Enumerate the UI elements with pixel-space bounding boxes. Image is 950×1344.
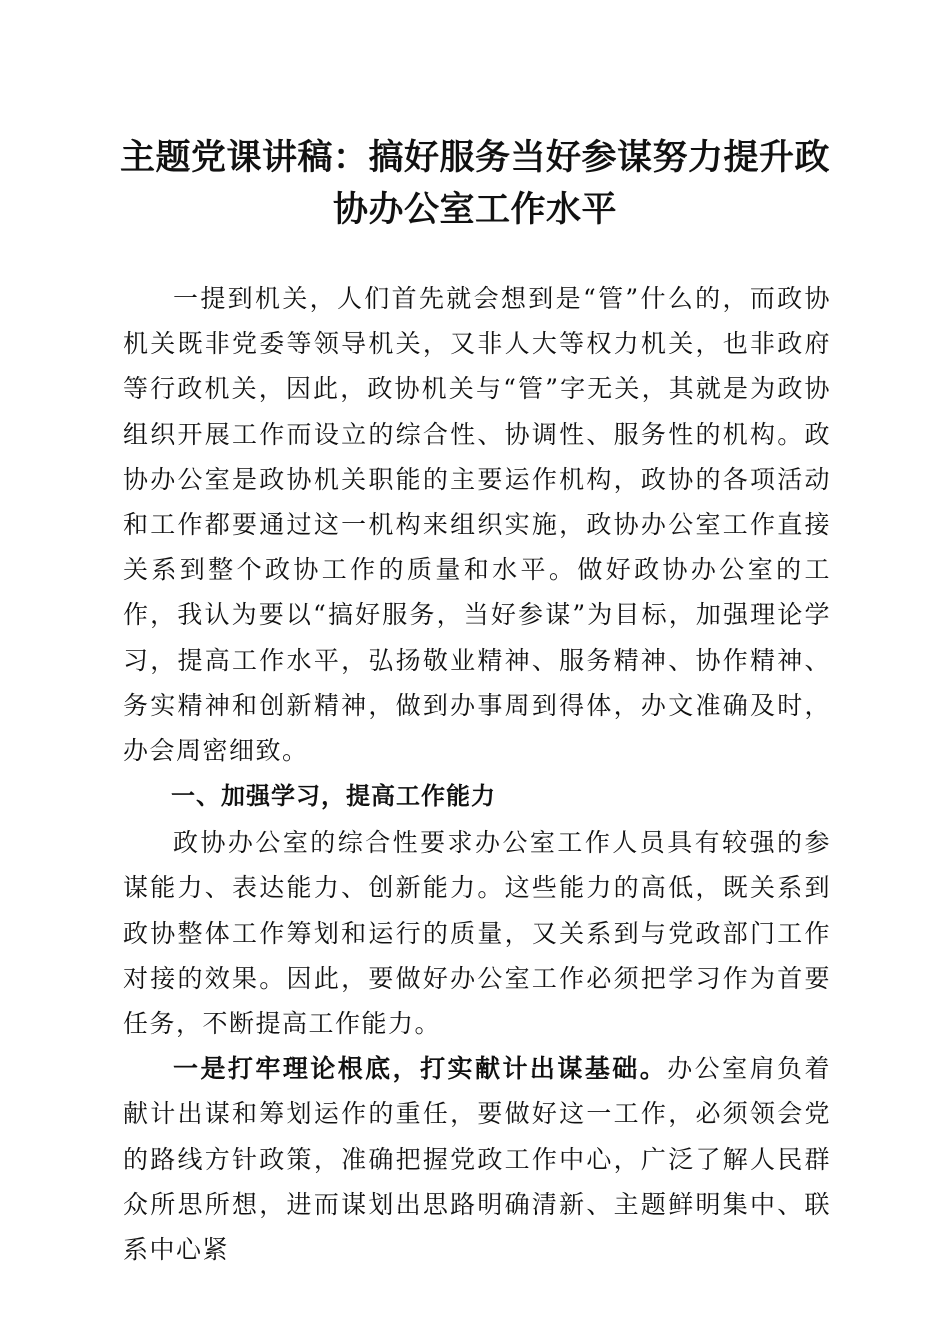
- section1-paragraph-1: 政协办公室的综合性要求办公室工作人员具有较强的参谋能力、表达能力、创新能力。这些能力的高低，既关系到政协整体工作筹划和运行的质量，又关系到与党政部门工作对接的效果。因此，要做好办公室工作必须把学习作为首要任务，不断提高工作能力。: [123, 828, 831, 1039]
- section-heading-1: 一、加强学习，提高工作能力: [171, 782, 496, 811]
- paragraph-lead-sentence: 一是打牢理论根底，打实献计出谋基础。: [173, 1054, 668, 1084]
- intro-paragraph: 一提到机关，人们首先就会想到是“管”什么的，而政协机关既非党委等领导机关，又非人大等权力机关，也非政府等行政机关，因此，政协机关与“管”字无关，其就是为政协组织开展工作而设立的综合性、协调性、服务性的机构。政协办公室是政协机关职能的主要运作机构，政协的各项活动和工作都要通过这一机构来组织实施，政协办公室工作直接关系到整个政协工作的质量和水平。做好政协办公室的工作，我认为要以“搞好服务，当好参谋”为目标，加强理论学习，提高工作水平，弘扬敬业精神、服务精神、协作精神、务实精神和创新精神，做到办事周到得体，办文准确及时，办会周密细致。: [123, 284, 831, 766]
- document-title: 主题党课讲稿：搞好服务当好参谋努力提升政协办公室工作水平: [119, 137, 830, 230]
- document-body: [123, 276, 831, 1272]
- paragraph-body-text: 办公室肩负着献计出谋和筹划运作的重任，要做好这一工作，必须领会党的路线方针政策，准确把握党政工作中心，广泛了解人民群众所思所想，进而谋划出思路明确清新、主题鲜明集中、联系中心紧: [123, 1054, 831, 1265]
- section1-paragraph-2: [123, 1046, 831, 1272]
